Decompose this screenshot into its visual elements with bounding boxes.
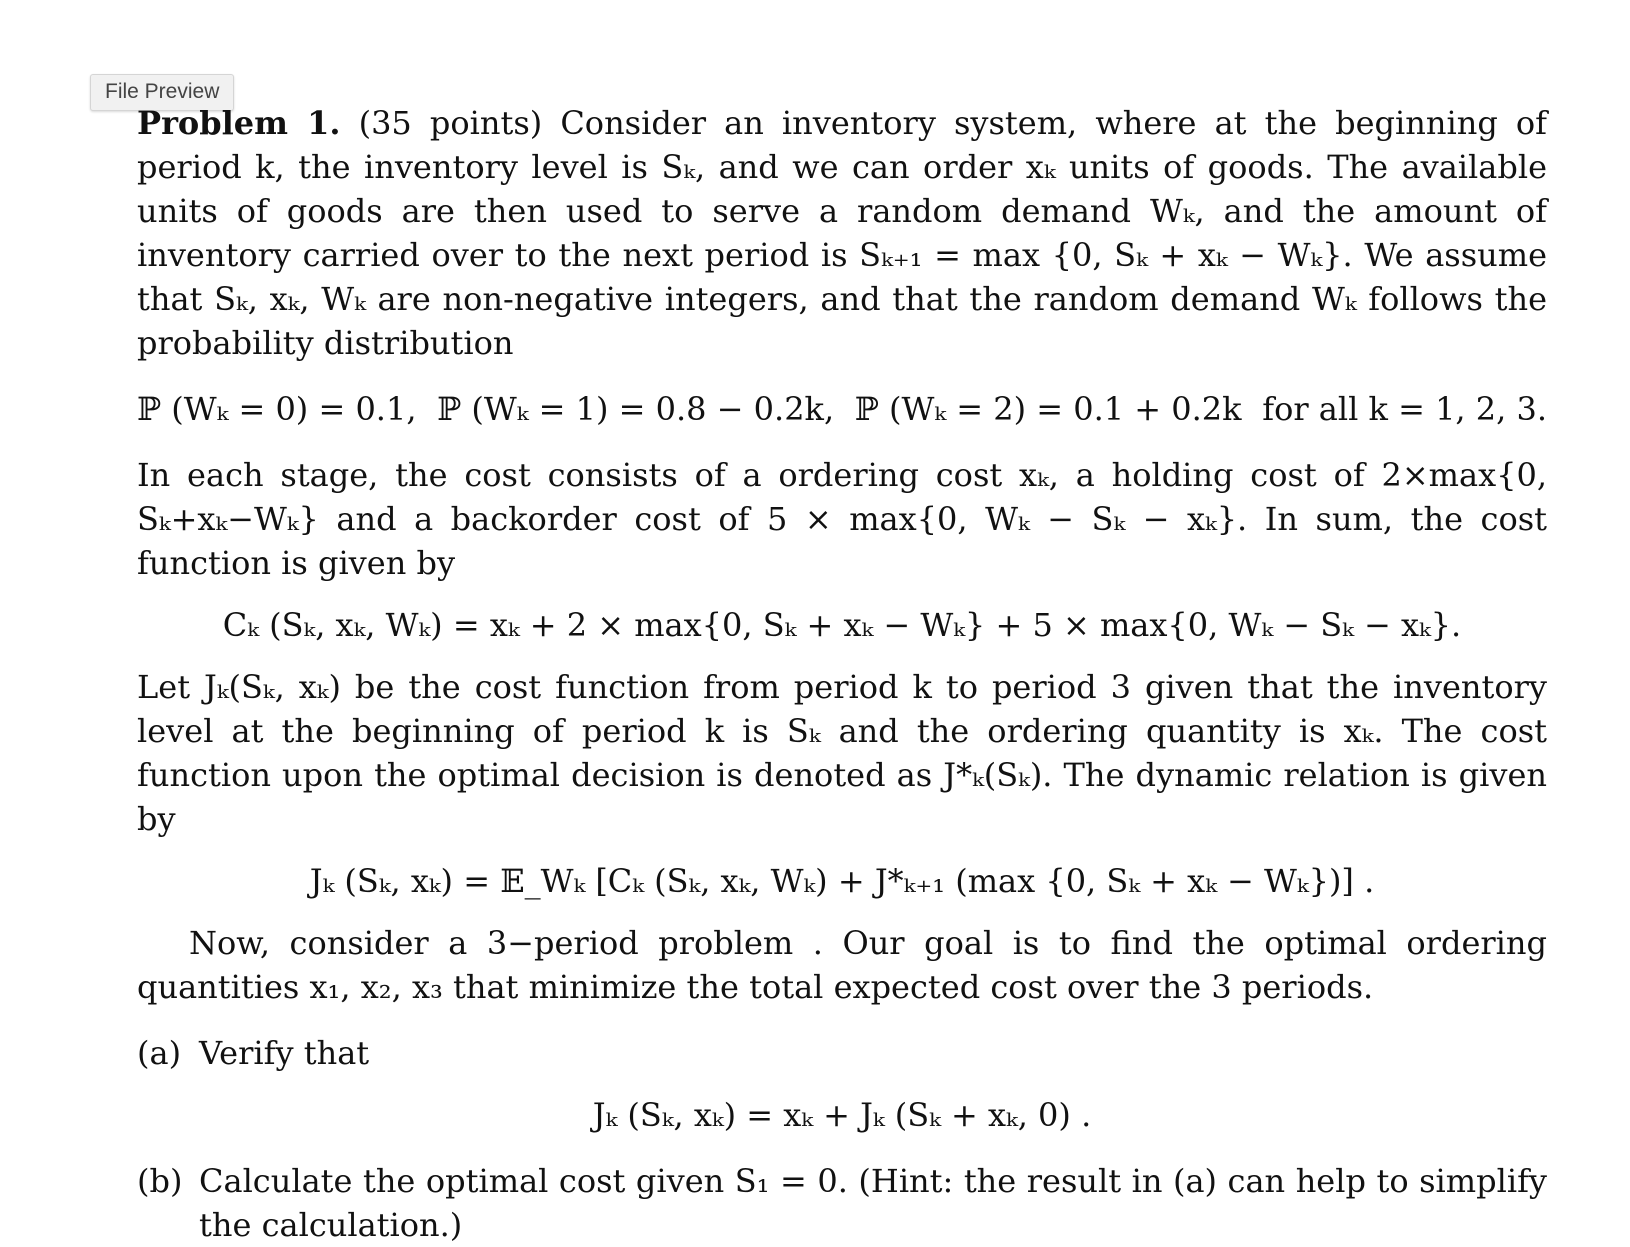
prob-w-one: ℙ (Wₖ = 1) = 0.8 − 0.2k, <box>437 390 835 428</box>
cost-equation: Cₖ (Sₖ, xₖ, Wₖ) = xₖ + 2 × max{0, Sₖ + xₖ − Wₖ} + 5 × max{0, Wₖ − Sₖ − xₖ}. <box>222 606 1462 644</box>
problem-intro-text: (35 points) Consider an inventory system, where at the beginning of period k, the inventory level is Sₖ, and we can order xₖ units of goods. The available units of goods are then used to serve a random demand Wₖ, and the amount of inventory carried over to the next period is Sₖ₊₁ = max {0, Sₖ + xₖ − Wₖ}. We assume that Sₖ, xₖ, Wₖ are non-negative integers, and that the random demand Wₖ follows the probability distribution <box>137 104 1548 362</box>
part-b-label: (b) <box>137 1162 183 1200</box>
prob-condition: for all k = 1, 2, 3. <box>1262 390 1547 428</box>
problem-document <box>137 101 1547 1247</box>
file-preview-badge: File Preview <box>90 74 234 111</box>
problem-heading: Problem 1. <box>137 104 341 142</box>
goal-paragraph: Now, consider a 3−period problem . Our goal is to find the optimal ordering quantities x₁, x₂, x₃ that minimize the total expected cost over the 3 periods. <box>137 924 1547 1006</box>
dp-equation: Jₖ (Sₖ, xₖ) = 𝔼_Wₖ [Cₖ (Sₖ, xₖ, Wₖ) + J*ₖ₊₁ (max {0, Sₖ + xₖ − Wₖ})] . <box>309 862 1375 900</box>
probability-distribution-line <box>137 387 1547 431</box>
part-a <box>137 1031 1547 1075</box>
part-b <box>137 1159 1547 1247</box>
problem-intro-paragraph <box>137 101 1547 365</box>
dp-intro-paragraph: Let Jₖ(Sₖ, xₖ) be the cost function from period k to period 3 given that the inventory level at the beginning of period k is Sₖ and the ordering quantity is xₖ. The cost function upon the optimal decision is denoted as J*ₖ(Sₖ). The dynamic relation is given by <box>137 668 1547 838</box>
part-a-text: Verify that <box>199 1034 370 1072</box>
prob-w-two: ℙ (Wₖ = 2) = 0.1 + 0.2k <box>854 390 1242 428</box>
part-a-label: (a) <box>137 1034 182 1072</box>
part-b-text: Calculate the optimal cost given S₁ = 0. (Hint: the result in (a) can help to simplify the calculation.) <box>199 1162 1547 1244</box>
prob-w-zero: ℙ (Wₖ = 0) = 0.1, <box>137 390 417 428</box>
cost-intro-paragraph: In each stage, the cost consists of a ordering cost xₖ, a holding cost of 2×max{0, Sₖ+xₖ−Wₖ} and a backorder cost of 5 × max{0, Wₖ − Sₖ − xₖ}. In sum, the cost function is given by <box>137 456 1547 582</box>
part-a-equation: Jₖ (Sₖ, xₖ) = xₖ + Jₖ (Sₖ + xₖ, 0) . <box>592 1096 1092 1134</box>
